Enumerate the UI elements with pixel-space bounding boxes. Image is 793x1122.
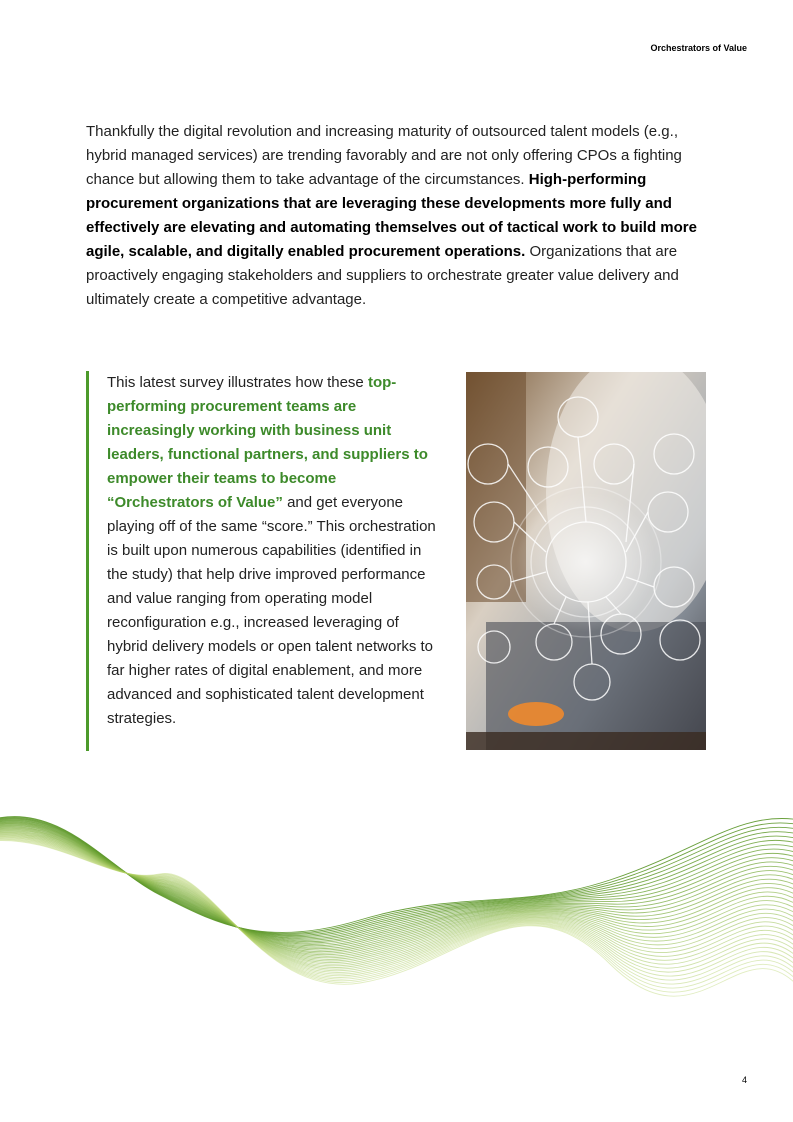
wave-line [0,823,793,944]
quote-rest: and get everyone playing off of the same “score.” This orchestration is built upon numerous capabilities (identified in the study) that help drive improved performance and value ranging from operating model reconfiguration e.g., increased leveraging of hybrid delivery models or open talent networks to far higher rates of digital enablement, and more advanced and sophisticated talent development strategies. [107,494,436,727]
wave-line [0,821,793,940]
pull-quote [86,371,436,751]
intro-text-1: Thankfully the digital revolution and increasing maturity of outsourced talent models (e.g., hybrid managed services) are trending favorably and are not only offering CPOs a fighting chance but allowing them to take advantage of the circumstances. [86,123,682,188]
quote-lead: This latest survey illustrates how these [107,374,364,391]
intro-text-2: Organizations that are proactively engaging stakeholders and suppliers to orchestrate greater value delivery and ultimately create a competitive advantage. [86,243,679,308]
hero-photo [466,372,706,750]
page-number: 4 [741,1075,747,1085]
wave-line [0,829,793,956]
intro-paragraph [86,120,706,312]
wave-line [0,821,793,939]
decorative-wave [0,800,793,1060]
wave-line [0,830,793,958]
wave-line [0,838,793,980]
intro-bold-text: High-performing procurement organizations that are leveraging these developments more fully and effectively are elevating and automating themselves out of tactical work to build more agile, scalable, and digitally enabled procurement operations. [86,171,697,260]
wave-line [0,833,793,966]
pull-quote-text [107,371,437,731]
running-header: Orchestrators of Value [650,43,747,53]
wave-line [0,818,793,935]
wave-line [0,839,793,988]
wave-line [0,827,793,952]
quote-highlight: top-performing procurement teams are increasingly working with business unit leaders, functional partners, and suppliers to empower their teams to become “Orchestrators of Value” [107,374,428,511]
